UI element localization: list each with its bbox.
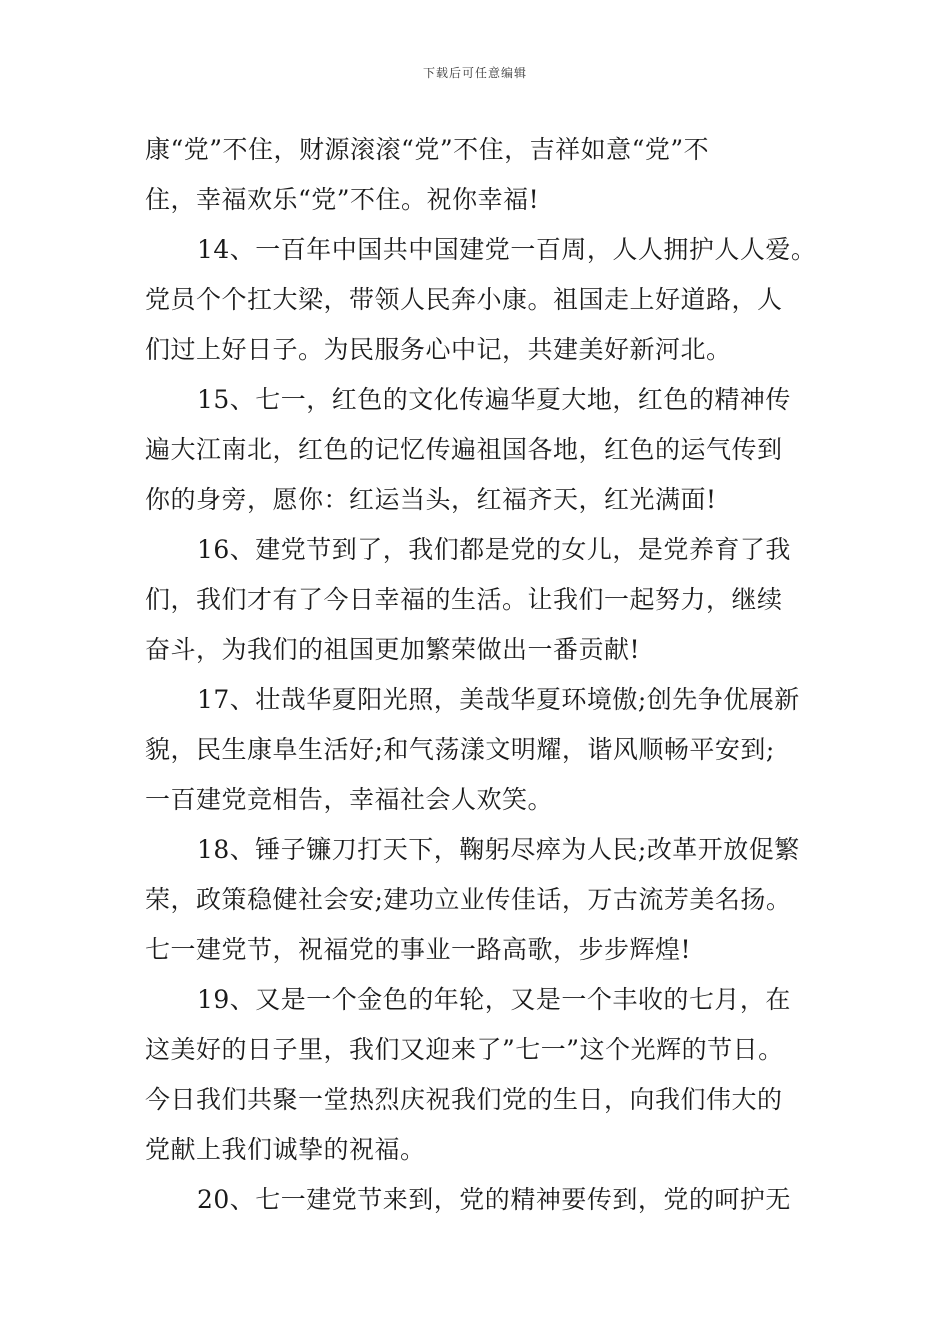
text-line: 住，幸福欢乐“党”不住。祝你幸福! xyxy=(145,185,540,214)
paragraph-19 xyxy=(145,975,825,1175)
document-body xyxy=(145,125,825,1225)
text-line: 你的身旁，愿你：红运当头，红福齐天，红光满面! xyxy=(145,485,717,514)
text-line: 七一建党节，祝福党的事业一路高歌，步步辉煌! xyxy=(145,935,692,964)
text-line: 们，我们才有了今日幸福的生活。让我们一起努力，继续 xyxy=(145,585,783,614)
text-line: 貌，民生康阜生活好;和气荡漾文明耀，谐风顺畅平安到; xyxy=(145,735,775,764)
text-line: 康“党”不住，财源滚滚“党”不住，吉祥如意“党”不 xyxy=(145,135,710,164)
text-line: 党员个个扛大梁，带领人民奔小康。祖国走上好道路，人 xyxy=(145,285,783,314)
paragraph-16 xyxy=(145,525,825,675)
text-line: 18、锤子镰刀打天下，鞠躬尽瘁为人民;改革开放促繁 xyxy=(197,835,800,864)
text-line: 今日我们共聚一堂热烈庆祝我们党的生日，向我们伟大的 xyxy=(145,1085,783,1114)
text-line: 15、七一，红色的文化传遍华夏大地，红色的精神传 xyxy=(197,385,791,414)
paragraph-continuation xyxy=(145,125,825,225)
text-line: 遍大江南北，红色的记忆传遍祖国各地，红色的运气传到 xyxy=(145,435,783,464)
text-line: 17、壮哉华夏阳光照，美哉华夏环境傲;创先争优展新 xyxy=(197,685,800,714)
text-line: 19、又是一个金色的年轮，又是一个丰收的七月，在 xyxy=(197,985,791,1014)
text-line: 一百建党竞相告，幸福社会人欢笑。 xyxy=(145,785,554,814)
text-line: 党献上我们诚挚的祝福。 xyxy=(145,1135,426,1164)
page-header: 下载后可任意编辑 xyxy=(422,66,527,80)
text-line: 14、一百年中国共中国建党一百周，人人拥护人人爱。 xyxy=(197,235,817,264)
text-line: 这美好的日子里，我们又迎来了”七一”这个光辉的节日。 xyxy=(145,1035,784,1064)
text-line: 们过上好日子。为民服务心中记，共建美好新河北。 xyxy=(145,335,732,364)
paragraph-18 xyxy=(145,825,825,975)
text-line: 荣，政策稳健社会安;建功立业传佳话，万古流芳美名扬。 xyxy=(145,885,792,914)
text-line: 奋斗，为我们的祖国更加繁荣做出一番贡献! xyxy=(145,635,641,664)
text-line: 16、建党节到了，我们都是党的女儿，是党养育了我 xyxy=(197,535,791,564)
paragraph-14 xyxy=(145,225,825,375)
paragraph-17 xyxy=(145,675,825,825)
text-line: 20、七一建党节来到，党的精神要传到，党的呵护无 xyxy=(197,1185,791,1214)
paragraph-15 xyxy=(145,375,825,525)
paragraph-20 xyxy=(145,1175,825,1225)
